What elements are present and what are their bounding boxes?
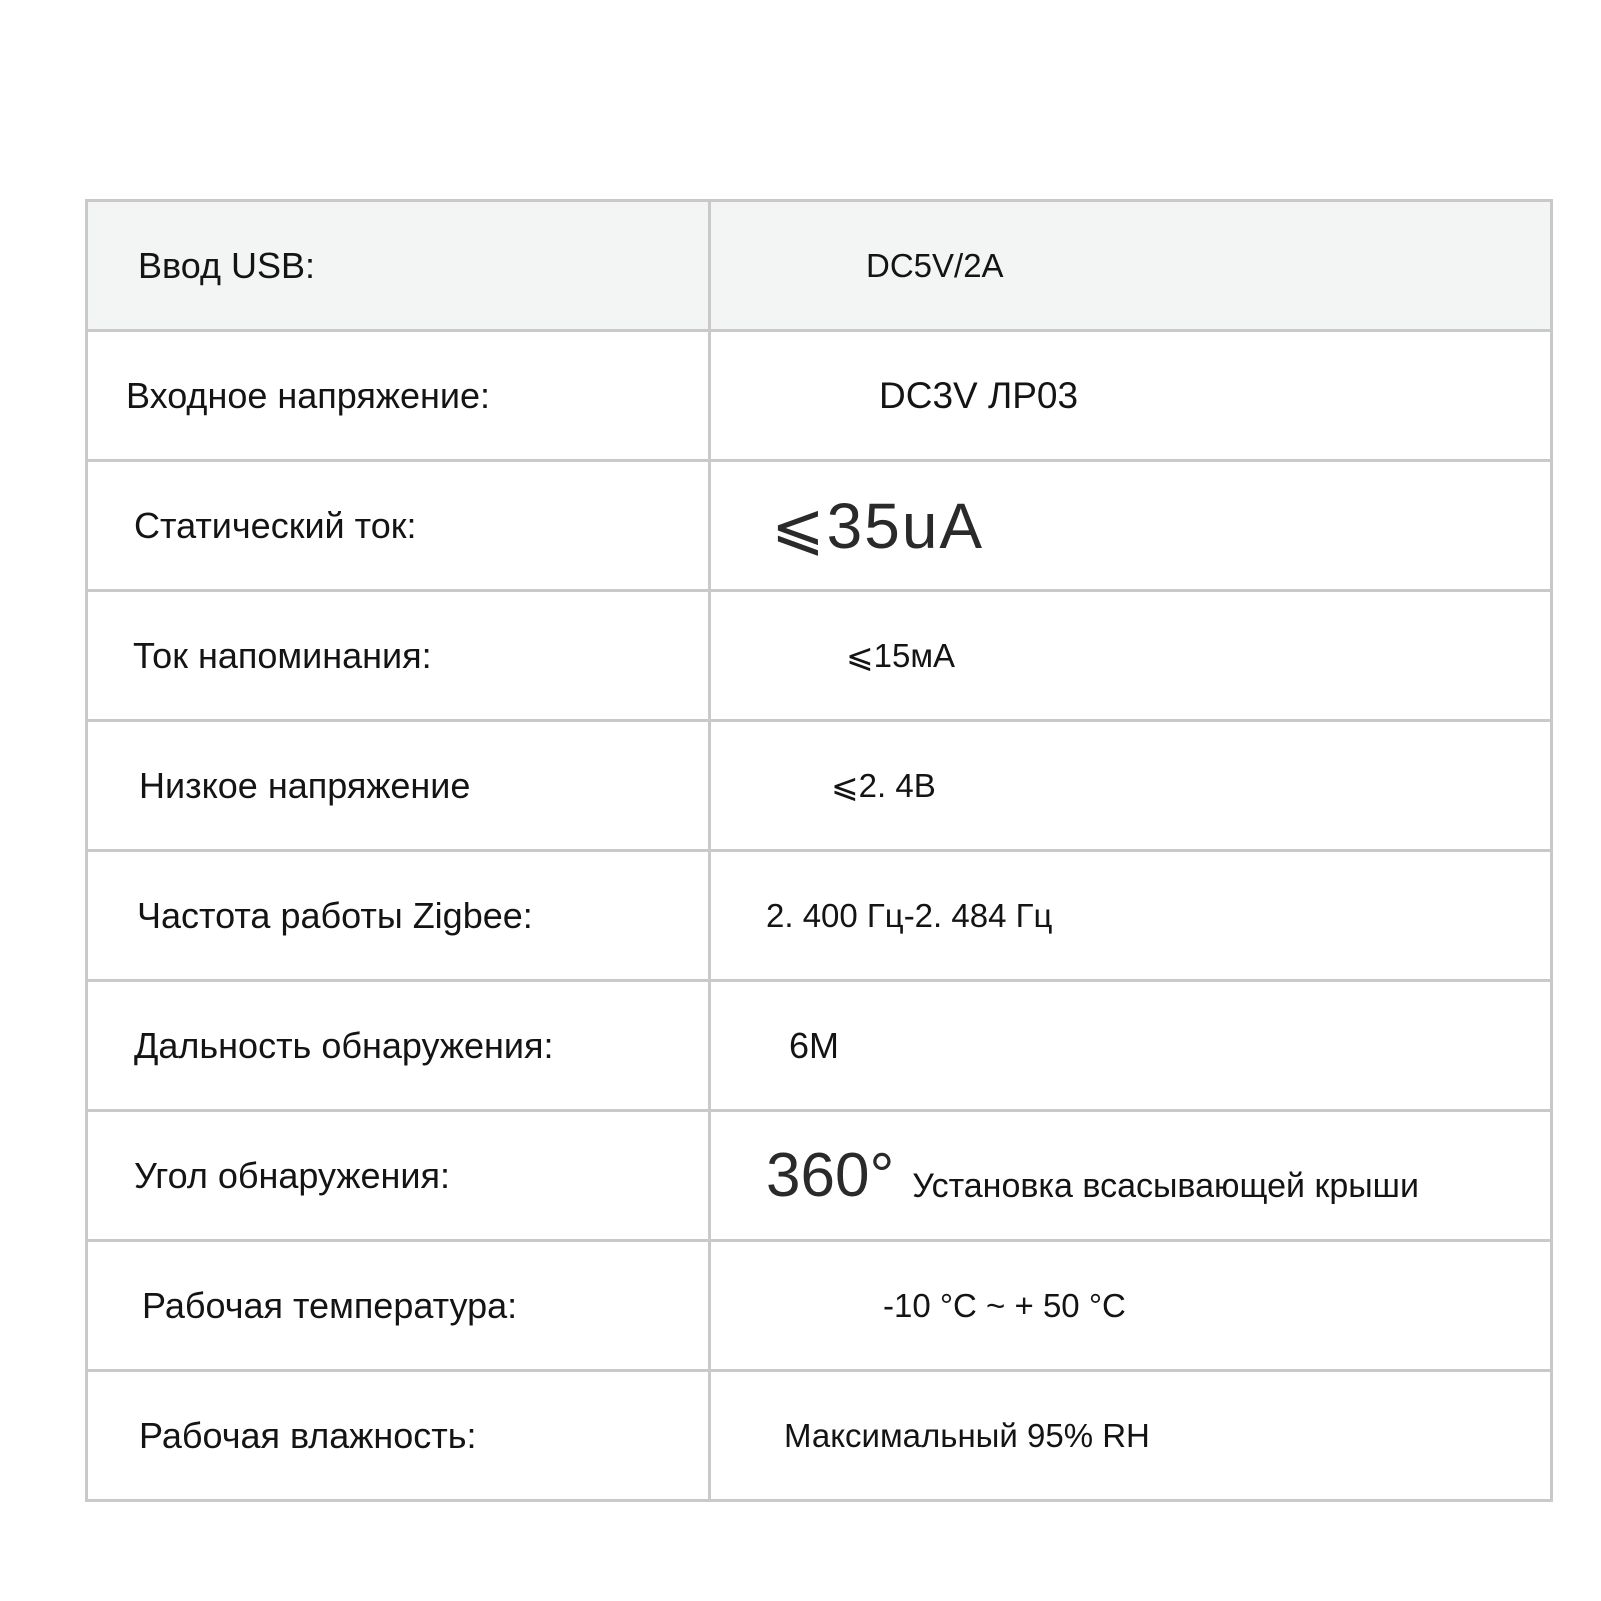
spec-value-cell	[710, 1111, 1552, 1241]
spec-label-cell	[87, 1371, 710, 1501]
table-row	[87, 461, 1552, 591]
spec-value: 2. 400 Гц-2. 484 Гц	[766, 897, 1053, 934]
spec-value: ⩽2. 4В	[831, 767, 936, 804]
table-row	[87, 851, 1552, 981]
spec-value-cell	[710, 331, 1552, 461]
spec-value: DC5V/2A	[866, 247, 1004, 284]
spec-label: Угол обнаружения:	[134, 1154, 450, 1196]
spec-value: ⩽15мА	[846, 637, 956, 674]
spec-value-cell	[710, 981, 1552, 1111]
spec-value: 360°	[766, 1140, 895, 1210]
table-row	[87, 201, 1552, 331]
spec-label-cell	[87, 1111, 710, 1241]
spec-label-cell	[87, 981, 710, 1111]
spec-value-cell	[710, 721, 1552, 851]
spec-value: ⩽35uA	[771, 489, 985, 562]
table-row	[87, 591, 1552, 721]
table-row	[87, 331, 1552, 461]
spec-label-cell	[87, 851, 710, 981]
table-row	[87, 721, 1552, 851]
table-row	[87, 1111, 1552, 1241]
spec-value: Максимальный 95% RH	[784, 1417, 1150, 1454]
spec-value: -10 °C ~ + 50 °C	[883, 1287, 1126, 1324]
spec-value-cell	[710, 1371, 1552, 1501]
table-row	[87, 981, 1552, 1111]
spec-value-note: Установка всасывающей крыши	[912, 1166, 1419, 1205]
spec-label: Статический ток:	[134, 504, 417, 546]
spec-label-cell	[87, 721, 710, 851]
spec-label-cell	[87, 591, 710, 721]
table-row	[87, 1371, 1552, 1501]
spec-value-cell	[710, 461, 1552, 591]
spec-value-cell	[710, 591, 1552, 721]
spec-value: 6M	[789, 1024, 840, 1066]
spec-label: Рабочая температура:	[142, 1284, 518, 1326]
spec-value-cell	[710, 201, 1552, 331]
spec-value-cell	[710, 1241, 1552, 1371]
spec-label: Низкое напряжение	[139, 764, 471, 806]
spec-value-cell	[710, 851, 1552, 981]
spec-label: Ток напоминания:	[133, 634, 432, 676]
spec-label: Дальность обнаружения:	[134, 1024, 554, 1066]
spec-label-cell	[87, 331, 710, 461]
spec-label: Рабочая влажность:	[139, 1414, 477, 1456]
spec-label-cell	[87, 201, 710, 331]
specifications-table	[85, 199, 1553, 1502]
spec-label: Входное напряжение:	[126, 374, 490, 416]
spec-label-cell	[87, 1241, 710, 1371]
table-row	[87, 1241, 1552, 1371]
spec-label-cell	[87, 461, 710, 591]
spec-label: Ввод USB:	[138, 244, 315, 286]
spec-value: DC3V ЛP03	[879, 375, 1079, 416]
spec-label: Частота работы Zigbee:	[137, 894, 533, 936]
